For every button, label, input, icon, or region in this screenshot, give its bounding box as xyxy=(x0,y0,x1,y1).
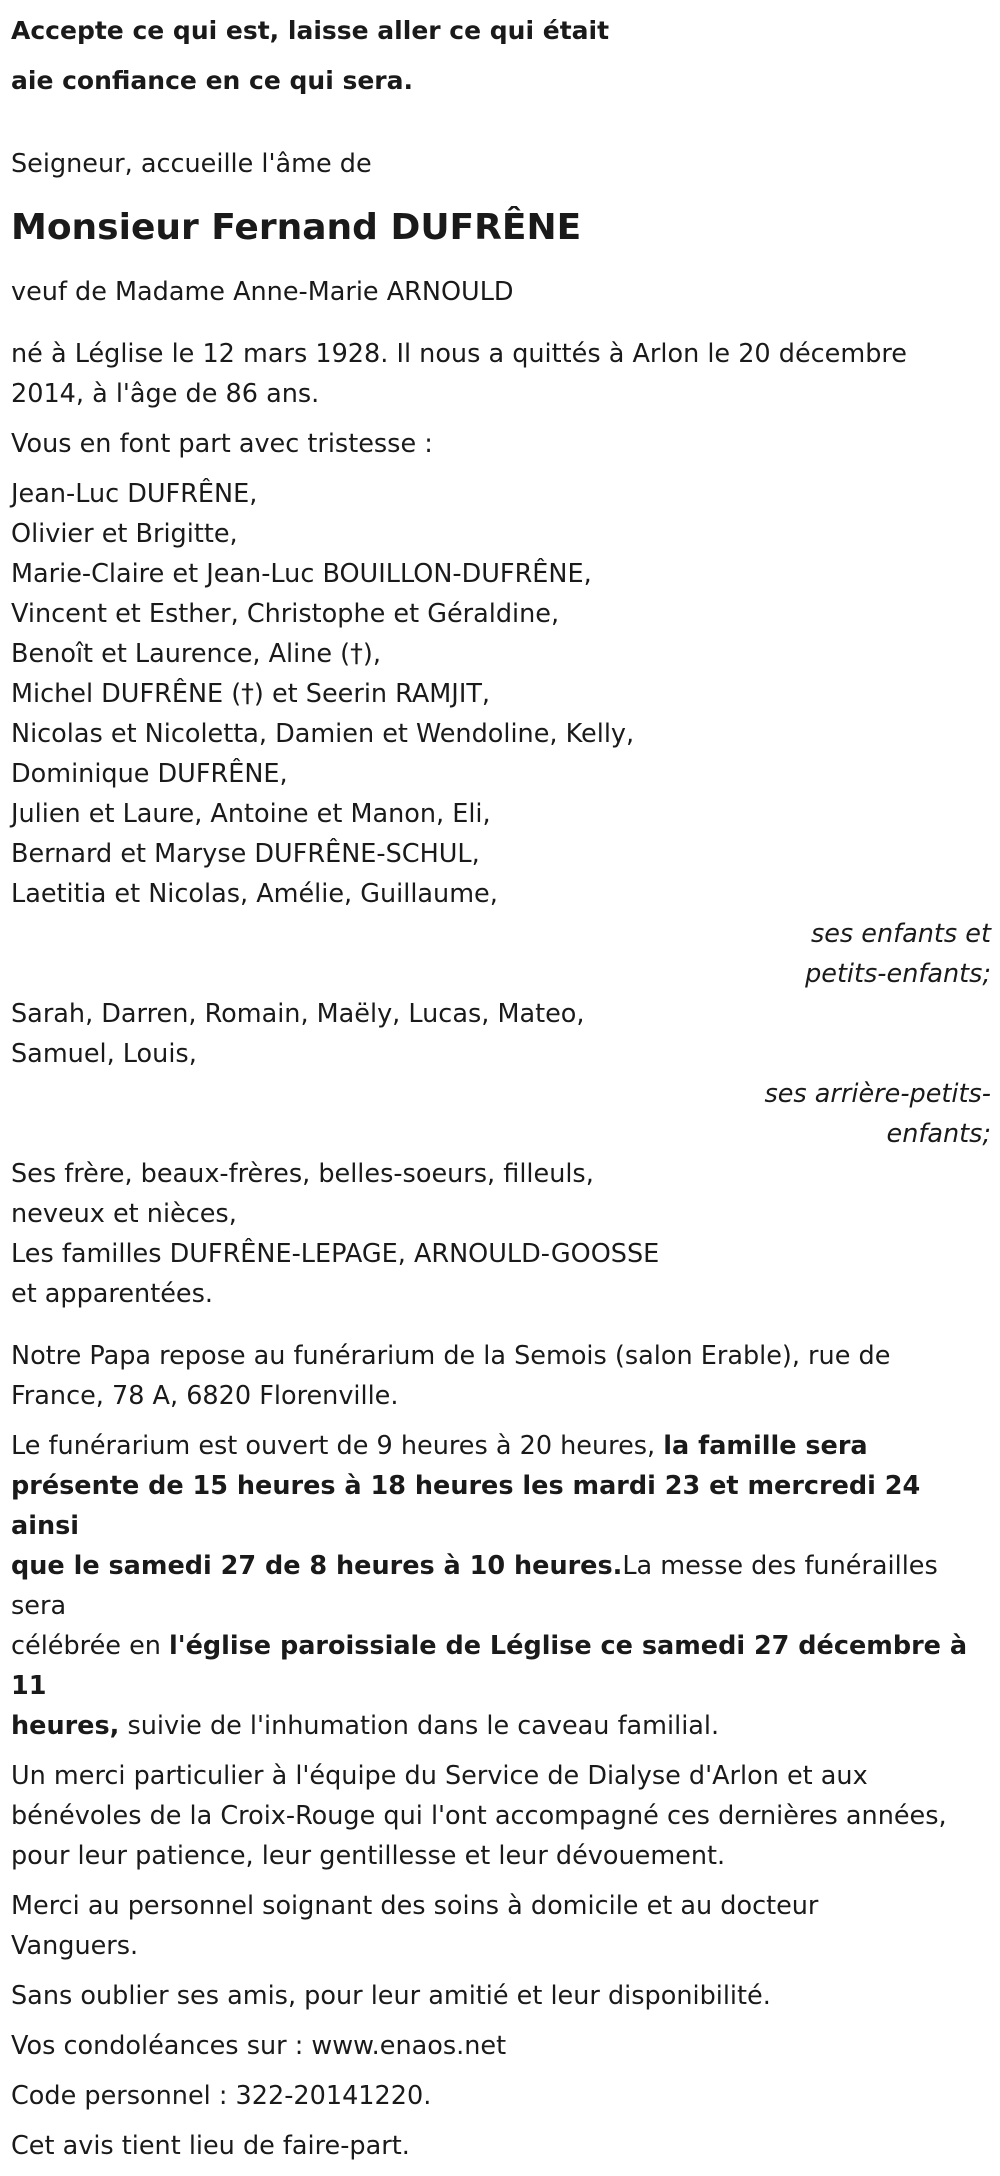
schedule-family-presence: présente de 15 heures à 18 heures les mardi 23 et mercredi 24 ainsi xyxy=(11,1471,921,1541)
announcement-text: Vous en font part avec tristesse : xyxy=(11,429,433,459)
birth-death-line-2: 2014, à l'âge de 86 ans. xyxy=(11,379,320,409)
schedule-text xyxy=(11,1426,991,1746)
children-role-line-2: petits-enfants; xyxy=(805,959,991,989)
schedule-mass: La messe des funérailles sera xyxy=(11,1551,938,1621)
children-role xyxy=(11,914,991,994)
great-grandchildren-role-line-1: ses arrière-petits- xyxy=(764,1079,991,1109)
birth-death-line-1: né à Léglise le 12 mars 1928. Il nous a quittés à Arlon le 20 décembre xyxy=(11,339,907,369)
list-item: et apparentées. xyxy=(11,1279,213,1309)
schedule-line-1 xyxy=(11,1426,991,1466)
friends-text: Sans oublier ses amis, pour leur amitié et leur disponibilité. xyxy=(11,1981,771,2011)
list-item: Benoît et Laurence, Aline (†), xyxy=(11,639,381,669)
list-item: Jean-Luc DUFRÊNE, xyxy=(11,479,258,509)
list-item: Vincent et Esther, Christophe et Géraldine, xyxy=(11,599,560,629)
thanks-dialysis-text xyxy=(11,1756,991,1876)
schedule-mass: célébrée en xyxy=(11,1631,170,1661)
funerarium-text xyxy=(11,1336,991,1416)
thanks-dialysis-line-2: bénévoles de la Croix-Rouge qui l'ont accompagné ces dernières années, xyxy=(11,1801,947,1831)
personal-code: Code personnel : 322-20141220. xyxy=(11,2081,432,2111)
list-item: Dominique DUFRÊNE, xyxy=(11,759,288,789)
great-grandchildren-role-line-2: enfants; xyxy=(886,1119,991,1149)
list-item: neveux et nièces, xyxy=(11,1199,237,1229)
list-item: Ses frère, beaux-frères, belles-soeurs, filleuls, xyxy=(11,1159,594,1189)
list-item: Les familles DUFRÊNE-LEPAGE, ARNOULD-GOOSSE xyxy=(11,1239,660,1269)
widower-line: veuf de Madame Anne-Marie ARNOULD xyxy=(11,277,514,307)
list-item: Samuel, Louis, xyxy=(11,1039,197,1069)
list-item: Sarah, Darren, Romain, Maëly, Lucas, Mateo, xyxy=(11,999,585,1029)
list-item: Julien et Laure, Antoine et Manon, Eli, xyxy=(11,799,491,829)
schedule-mass-location: heures, xyxy=(11,1711,120,1741)
list-item: Michel DUFRÊNE (†) et Seerin RAMJIT, xyxy=(11,679,491,709)
list-item: Nicolas et Nicoletta, Damien et Wendoline, Kelly, xyxy=(11,719,635,749)
birth-death-text xyxy=(11,334,991,414)
children-role-line-1: ses enfants et xyxy=(810,919,991,949)
schedule-mass-location: l'église paroissiale de Léglise ce samedi 27 décembre à 11 xyxy=(11,1631,968,1701)
schedule-line-2 xyxy=(11,1466,991,1546)
condolences-text: Vos condoléances sur : www.enaos.net xyxy=(11,2031,507,2061)
schedule-line-5 xyxy=(11,1706,991,1746)
thanks-staff-text xyxy=(11,1886,991,1966)
relatives-list xyxy=(11,1154,991,1314)
list-item: Laetitia et Nicolas, Amélie, Guillaume, xyxy=(11,879,498,909)
schedule-burial: suivie de l'inhumation dans le caveau familial. xyxy=(119,1711,720,1741)
quote-line-1: Accepte ce qui est, laisse aller ce qui était xyxy=(11,16,610,45)
great-grandchildren-role xyxy=(11,1074,991,1154)
quote-line-2: aie confiance en ce qui sera. xyxy=(11,66,414,95)
list-item: Marie-Claire et Jean-Luc BOUILLON-DUFRÊNE, xyxy=(11,559,592,589)
funerarium-line-1: Notre Papa repose au funérarium de la Semois (salon Erable), rue de xyxy=(11,1341,891,1371)
obituary-notice xyxy=(11,6,991,2176)
list-item: Olivier et Brigitte, xyxy=(11,519,238,549)
great-grandchildren-list xyxy=(11,994,991,1074)
intro-text: Seigneur, accueille l'âme de xyxy=(11,149,372,179)
schedule-line-3 xyxy=(11,1546,991,1626)
schedule-hours: Le funérarium est ouvert de 9 heures à 20 heures, xyxy=(11,1431,664,1461)
closing-text: Cet avis tient lieu de faire-part. xyxy=(11,2131,410,2161)
schedule-family-presence: que le samedi 27 de 8 heures à 10 heures. xyxy=(11,1551,623,1581)
funerarium-line-2: France, 78 A, 6820 Florenville. xyxy=(11,1381,399,1411)
thanks-staff-line-1: Merci au personnel soignant des soins à domicile et au docteur xyxy=(11,1891,819,1921)
schedule-family-presence: la famille sera xyxy=(663,1431,868,1461)
list-item: Bernard et Maryse DUFRÊNE-SCHUL, xyxy=(11,839,480,869)
deceased-name: Monsieur Fernand DUFRÊNE xyxy=(11,207,582,248)
schedule-line-4 xyxy=(11,1626,991,1706)
thanks-dialysis-line-1: Un merci particulier à l'équipe du Service de Dialyse d'Arlon et aux xyxy=(11,1761,868,1791)
children-list xyxy=(11,474,991,914)
thanks-dialysis-line-3: pour leur patience, leur gentillesse et leur dévouement. xyxy=(11,1841,726,1871)
thanks-staff-line-2: Vanguers. xyxy=(11,1931,139,1961)
